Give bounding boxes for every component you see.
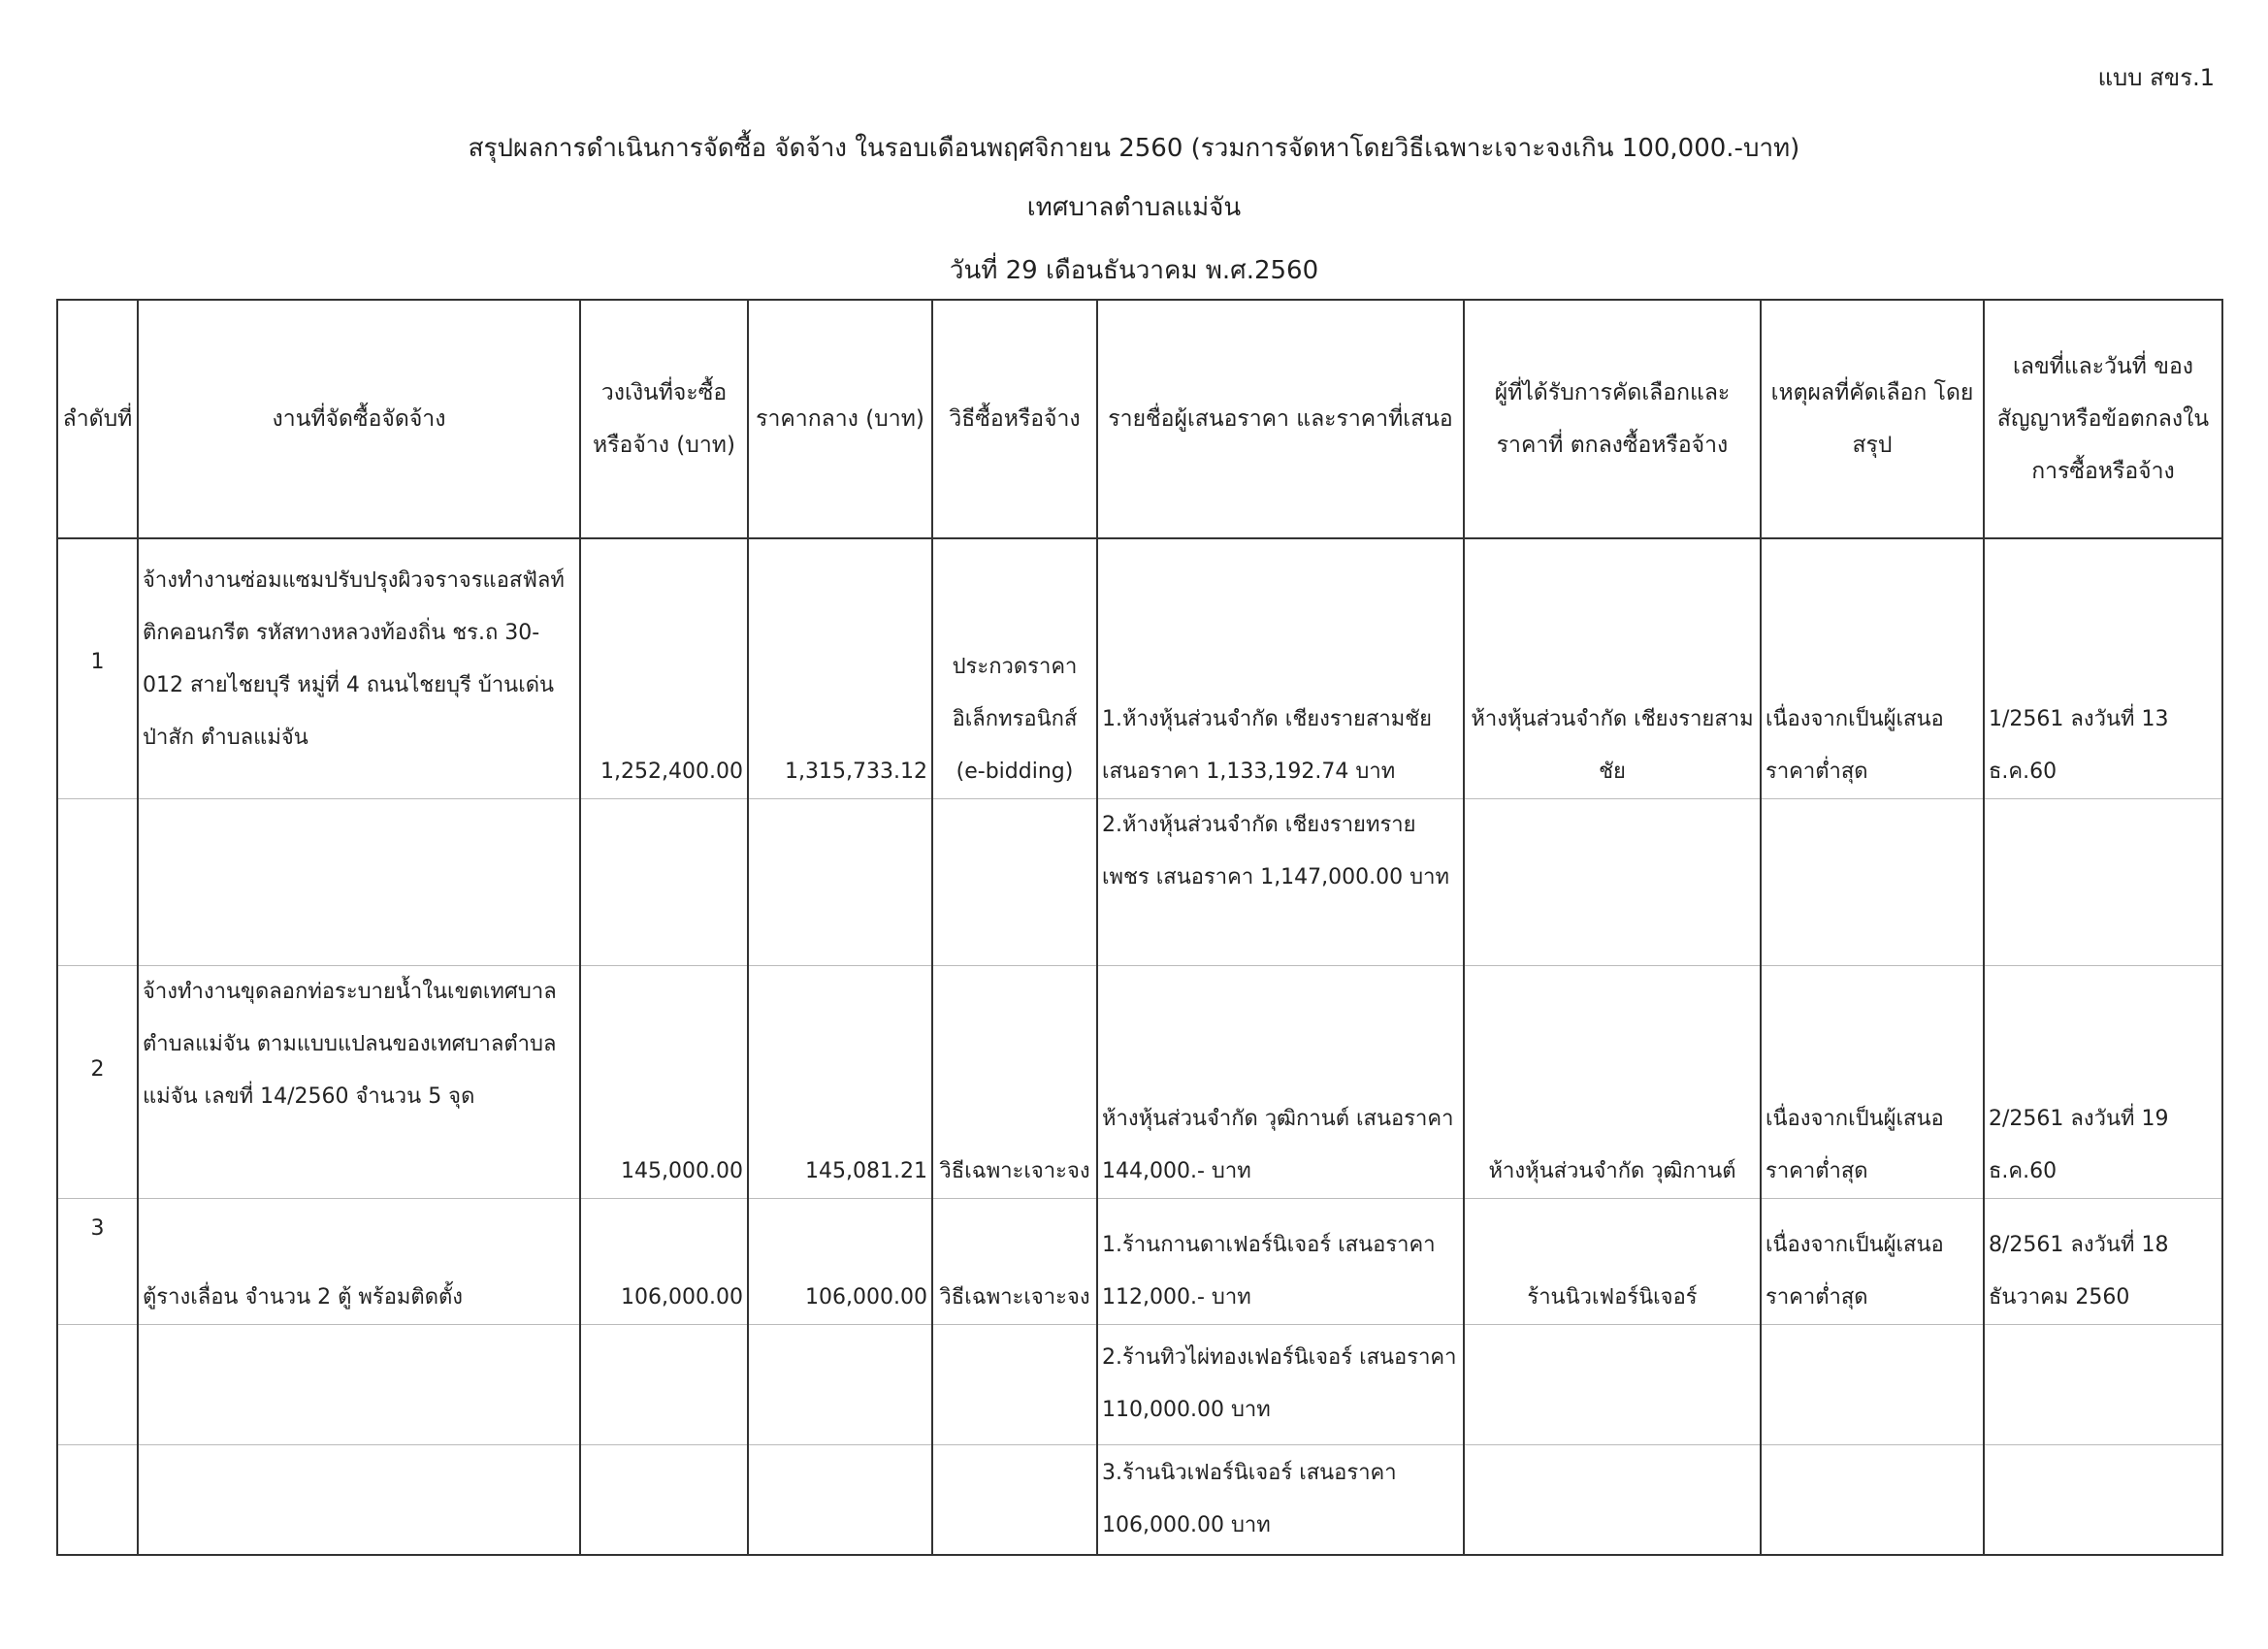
row-median: 145,081.21	[748, 965, 932, 1198]
col-header-budget: วงเงินที่จะซื้อหรือจ้าง (บาท)	[580, 300, 748, 538]
col-header-winner: ผู้ที่ได้รับการคัดเลือกและราคาที่ ตกลงซื้อหรือจ้าง	[1464, 300, 1761, 538]
row-bidder: 2.ห้างหุ้นส่วนจำกัด เชียงรายทรายเพชร เสนอราคา 1,147,000.00 บาท	[1097, 798, 1464, 965]
col-header-median: ราคากลาง (บาท)	[748, 300, 932, 538]
row-budget: 106,000.00	[580, 1198, 748, 1324]
row-method: วิธีเฉพาะเจาะจง	[932, 1198, 1097, 1324]
table-row	[57, 538, 2222, 798]
col-header-no: ลำดับที่	[57, 300, 138, 538]
row-winner: ร้านนิวเฟอร์นิเจอร์	[1464, 1198, 1761, 1324]
row-reason: เนื่องจากเป็นผู้เสนอราคาต่ำสุด	[1761, 965, 1984, 1198]
row-budget: 145,000.00	[580, 965, 748, 1198]
procurement-table	[56, 299, 2223, 1556]
row-work: จ้างทำงานขุดลอกท่อระบายน้ำในเขตเทศบาลตำบลแม่จัน ตามแบบแปลนของเทศบาลตำบลแม่จัน เลขที่ 14/2560 จำนวน 5 จุด	[138, 965, 580, 1198]
table-header-row	[57, 300, 2222, 538]
row-reason: เนื่องจากเป็นผู้เสนอราคาต่ำสุด	[1761, 538, 1984, 798]
row-budget: 1,252,400.00	[580, 538, 748, 798]
row-no: 2	[57, 965, 138, 1198]
row-bidder: 1.ห้างหุ้นส่วนจำกัด เชียงรายสามชัย เสนอราคา 1,133,192.74 บาท	[1097, 538, 1464, 798]
form-code: แบบ สขร.1	[2097, 64, 2215, 91]
document-title: สรุปผลการดำเนินการจัดซื้อ จัดจ้าง ในรอบเดือนพฤศจิกายน 2560 (รวมการจัดหาโดยวิธีเฉพาะเจาะจงเกิน 100,000.-บาท)	[468, 134, 1800, 163]
row-method: ประกวดราคาอิเล็กทรอนิกส์ (e-bidding)	[932, 538, 1097, 798]
row-no: 3	[57, 1198, 138, 1324]
table-row	[57, 1198, 2222, 1324]
col-header-bidders: รายชื่อผู้เสนอราคา และราคาที่เสนอ	[1097, 300, 1464, 538]
row-median: 106,000.00	[748, 1198, 932, 1324]
table-row	[57, 798, 2222, 965]
row-bidder: 2.ร้านทิวไผ่ทองเฟอร์นิเจอร์ เสนอราคา 110,000.00 บาท	[1097, 1324, 1464, 1444]
organization-name: เทศบาลตำบลแม่จัน	[1026, 193, 1242, 222]
row-median: 1,315,733.12	[748, 538, 932, 798]
row-contract: 2/2561 ลงวันที่ 19 ธ.ค.60	[1984, 965, 2222, 1198]
table-row	[57, 1324, 2222, 1444]
row-reason: เนื่องจากเป็นผู้เสนอราคาต่ำสุด	[1761, 1198, 1984, 1324]
col-header-contract: เลขที่และวันที่ ของสัญญาหรือข้อตกลงในการซื้อหรือจ้าง	[1984, 300, 2222, 538]
row-no: 1	[57, 538, 138, 798]
row-bidder: 1.ร้านกานดาเฟอร์นิเจอร์ เสนอราคา 112,000.- บาท	[1097, 1198, 1464, 1324]
row-contract: 1/2561 ลงวันที่ 13 ธ.ค.60	[1984, 538, 2222, 798]
row-work: จ้างทำงานซ่อมแซมปรับปรุงผิวจราจรแอสฟัลท์ติกคอนกรีต รหัสทางหลวงท้องถิ่น ชร.ถ 30-012 สายไชยบุรี หมู่ที่ 4 ถนนไชยบุรี บ้านเด่นป่าสัก ตำบลแม่จัน	[138, 538, 580, 798]
row-contract: 8/2561 ลงวันที่ 18 ธันวาคม 2560	[1984, 1198, 2222, 1324]
col-header-method: วิธีซื้อหรือจ้าง	[932, 300, 1097, 538]
document-date: วันที่ 29 เดือนธันวาคม พ.ศ.2560	[949, 256, 1319, 285]
row-bidder: ห้างหุ้นส่วนจำกัด วุฒิกานต์ เสนอราคา 144,000.- บาท	[1097, 965, 1464, 1198]
row-winner: ห้างหุ้นส่วนจำกัด วุฒิกานต์	[1464, 965, 1761, 1198]
row-bidder: 3.ร้านนิวเฟอร์นิเจอร์ เสนอราคา 106,000.00 บาท	[1097, 1444, 1464, 1555]
table-row	[57, 1444, 2222, 1555]
row-work: ตู้รางเลื่อน จำนวน 2 ตู้ พร้อมติดตั้ง	[138, 1198, 580, 1324]
row-method: วิธีเฉพาะเจาะจง	[932, 965, 1097, 1198]
table-row	[57, 965, 2222, 1198]
col-header-reason: เหตุผลที่คัดเลือก โดยสรุป	[1761, 300, 1984, 538]
row-winner: ห้างหุ้นส่วนจำกัด เชียงรายสามชัย	[1464, 538, 1761, 798]
col-header-work: งานที่จัดซื้อจัดจ้าง	[138, 300, 580, 538]
